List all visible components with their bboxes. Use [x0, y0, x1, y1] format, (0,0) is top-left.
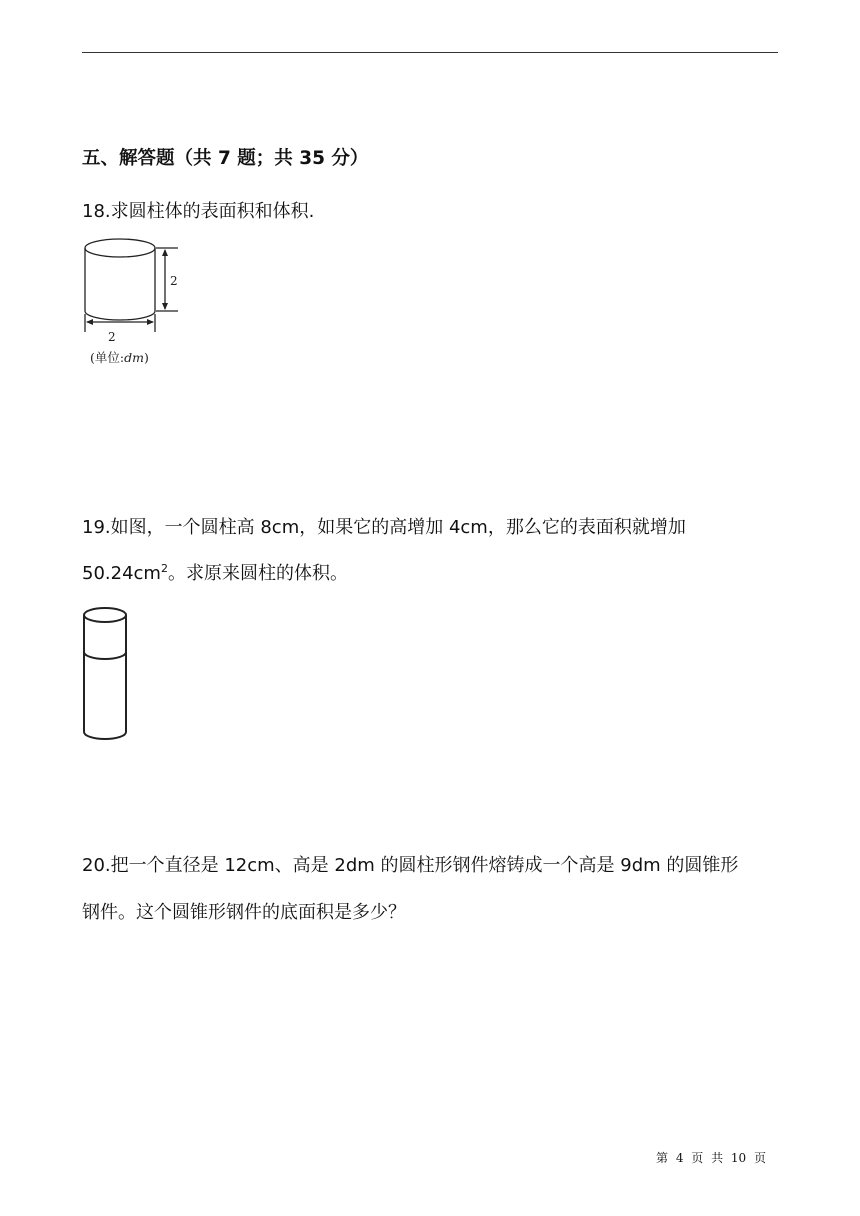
height-label: 2 — [170, 274, 178, 288]
cylinder-bottom-arc — [85, 311, 155, 320]
question-20-line-1: 20.把一个直径是 12cm、高是 2dm 的圆柱形钢件熔铸成一个高是 9dm 的圆锥形 — [82, 855, 739, 876]
unit-label: (单位:dm) — [90, 350, 149, 365]
cylinder-top-ellipse — [84, 608, 126, 622]
cylinder-figure-q19 — [82, 602, 134, 746]
question-20-line-2: 钢件。这个圆锥形钢件的底面积是多少？ — [82, 902, 406, 923]
height-arrow-up — [162, 249, 168, 256]
question-19-line-2-rest: 。求原来圆柱的体积。 — [167, 563, 348, 584]
diameter-label: 2 — [108, 330, 116, 344]
diameter-arrow-left — [86, 319, 93, 325]
question-19-line-2 — [82, 561, 348, 587]
cylinder-figure-q18 — [78, 234, 188, 374]
height-arrow-down — [162, 303, 168, 310]
question-19-line-1: 19.如图，一个圆柱高 8cm，如果它的高增加 4cm，那么它的表面积就增加 — [82, 517, 686, 538]
question-18-text: 18.求圆柱体的表面积和体积. — [82, 201, 315, 222]
cylinder-top-ellipse — [85, 239, 155, 257]
section-heading: 五、解答题（共 7 题；共 35 分） — [82, 148, 369, 169]
page-number: 第 4 页 共 10 页 — [656, 1151, 766, 1165]
cylinder-bottom-arc — [84, 732, 126, 739]
header-rule — [82, 52, 778, 53]
area-exponent: 2 — [160, 562, 168, 575]
diameter-arrow-right — [147, 319, 154, 325]
area-value: 50.24cm — [82, 563, 161, 584]
extension-division-arc — [84, 652, 126, 659]
